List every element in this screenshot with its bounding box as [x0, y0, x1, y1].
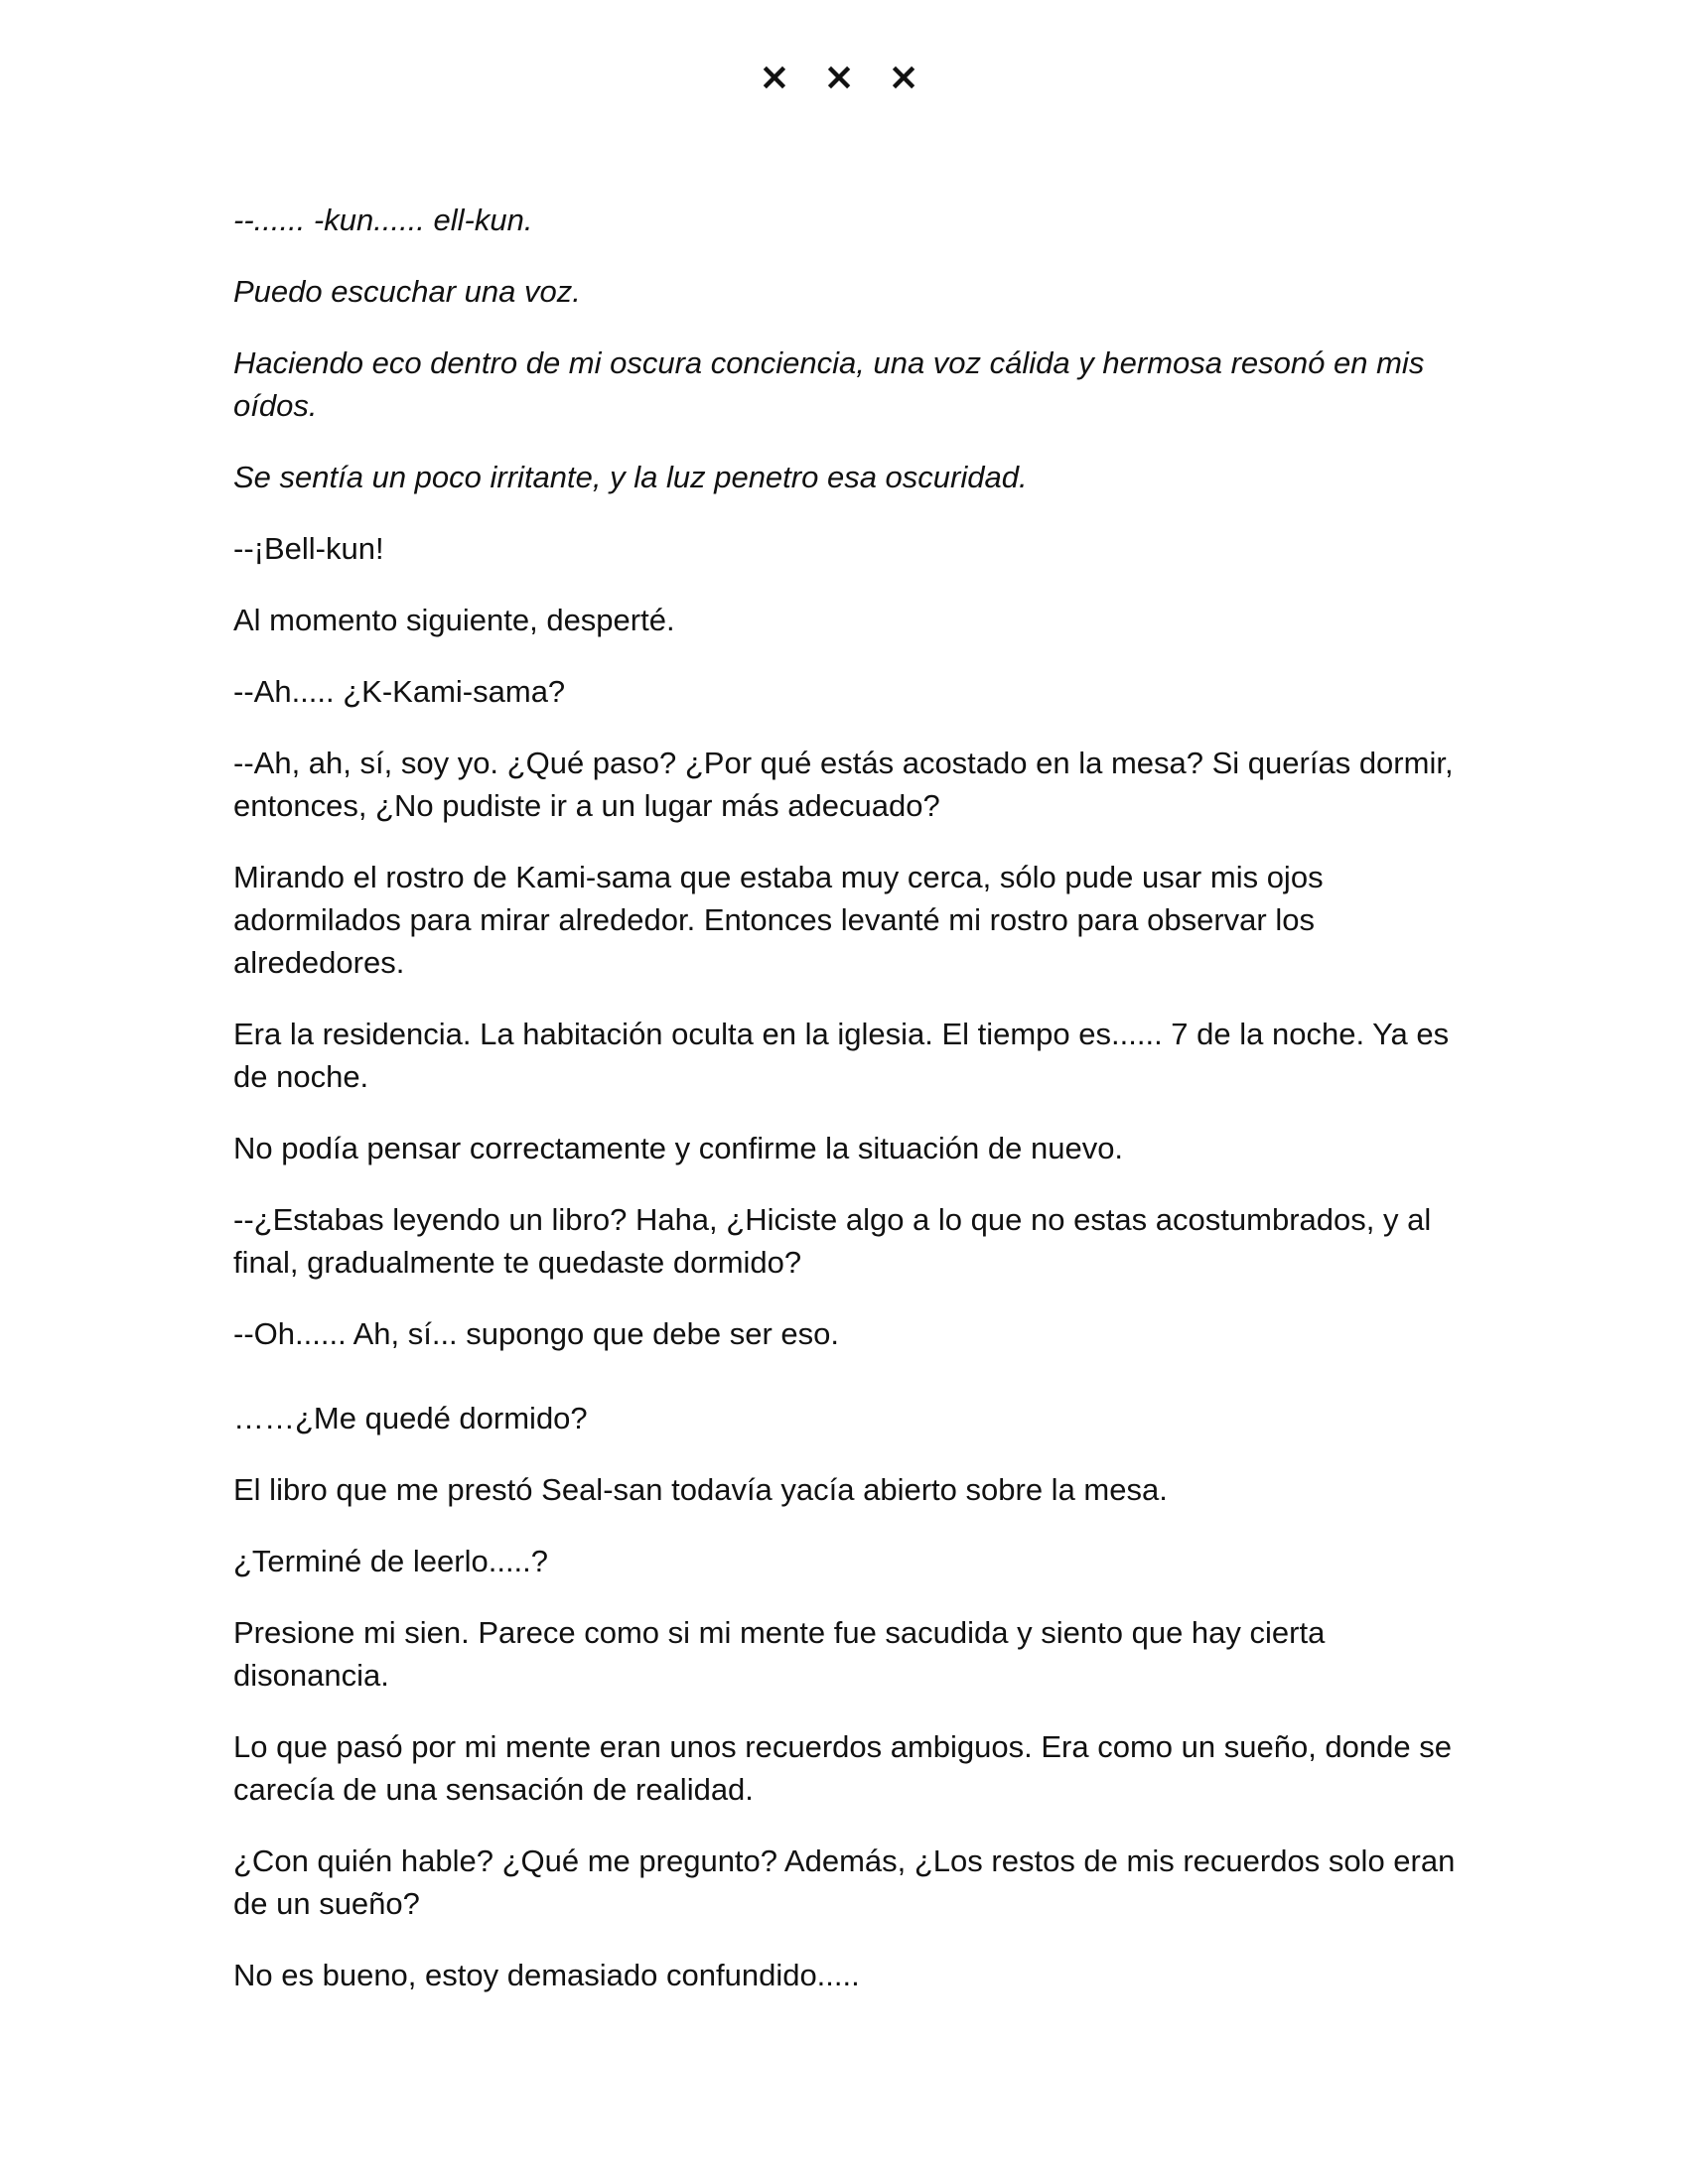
paragraph-7: --Ah..... ¿K-Kami-sama?	[233, 674, 566, 709]
scene-break-marker: × × ×	[759, 55, 929, 98]
paragraph-2: Puedo escuchar una voz.	[233, 274, 581, 309]
paragraph-4: Se sentía un poco irritante, y la luz penetro esa oscuridad.	[233, 460, 1028, 494]
paragraph-17: Presione mi sien. Parece como si mi mente fue sacudida y siento que hay cierta disonancia.	[233, 1615, 1326, 1693]
paragraph-20: No es bueno, estoy demasiado confundido.....	[233, 1958, 860, 1992]
paragraph-3: Haciendo eco dentro de mi oscura conciencia, una voz cálida y hermosa resonó en mis oídos.	[233, 345, 1425, 423]
paragraph-8: --Ah, ah, sí, soy yo. ¿Qué paso? ¿Por qué estás acostado en la mesa? Si querías dormir, entonces, ¿No pudiste ir a un lugar más adecuado?	[233, 746, 1454, 823]
paragraph-14: ……¿Me quedé dormido?	[233, 1401, 588, 1435]
document-body	[233, 199, 1475, 2025]
paragraph-10: Era la residencia. La habitación oculta en la iglesia. El tiempo es...... 7 de la noche. Ya es de noche.	[233, 1017, 1450, 1094]
paragraph-12: --¿Estabas leyendo un libro? Haha, ¿Hiciste algo a lo que no estas acostumbrados, y al final, gradualmente te quedaste dormido?	[233, 1202, 1432, 1280]
paragraph-9: Mirando el rostro de Kami-sama que estaba muy cerca, sólo pude usar mis ojos adormilados para mirar alrededor. Entonces levanté mi rostro para observar los alrededores.	[233, 860, 1324, 980]
paragraph-13: --Oh...... Ah, sí... supongo que debe ser eso.	[233, 1316, 840, 1351]
paragraph-18: Lo que pasó por mi mente eran unos recuerdos ambiguos. Era como un sueño, donde se carecía de una sensación de realidad.	[233, 1729, 1452, 1807]
paragraph-5: --¡Bell-kun!	[233, 531, 384, 566]
paragraph-1: --...... -kun...... ell-kun.	[233, 203, 533, 237]
paragraph-15: El libro que me prestó Seal-san todavía yacía abierto sobre la mesa.	[233, 1472, 1168, 1507]
paragraph-19: ¿Con quién hable? ¿Qué me pregunto? Además, ¿Los restos de mis recuerdos solo eran de un sueño?	[233, 1843, 1456, 1921]
paragraph-6: Al momento siguiente, desperté.	[233, 603, 675, 637]
paragraph-11: No podía pensar correctamente y confirme la situación de nuevo.	[233, 1131, 1124, 1165]
paragraph-16: ¿Terminé de leerlo.....?	[233, 1544, 549, 1578]
